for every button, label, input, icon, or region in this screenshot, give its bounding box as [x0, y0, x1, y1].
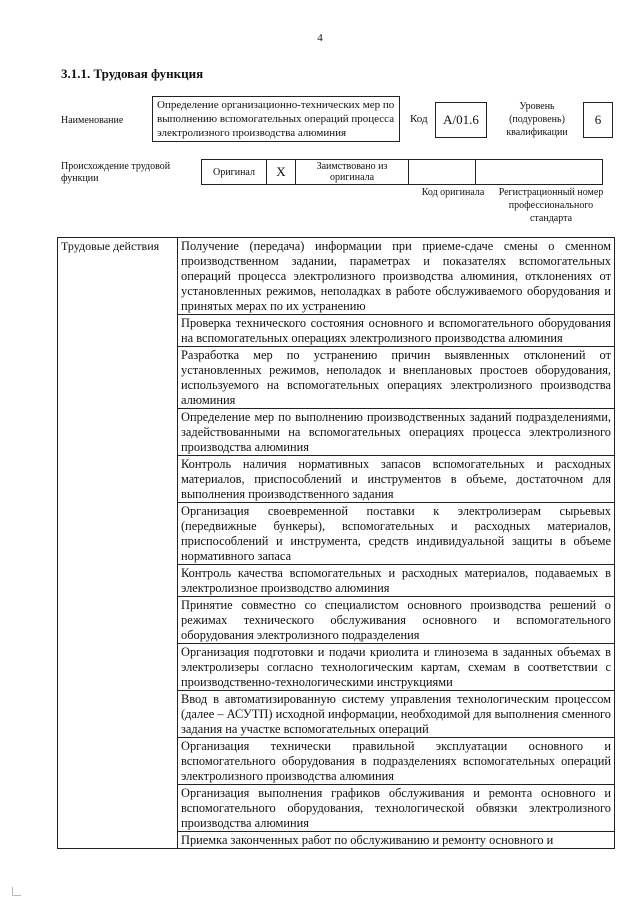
labor-actions-table	[57, 237, 615, 849]
action-item: Определение мер по выполнению производственных заданий подразделениями, задействованными на вспомогательных операциях процесса электролизного производства алюминия	[178, 409, 615, 456]
original-cell: Оригинал	[202, 160, 267, 185]
name-label: Наименование	[61, 115, 124, 126]
action-item: Проверка технического состояния основного и вспомогательного оборудования на вспомогательных операциях электролизного производства алюминия	[178, 315, 615, 347]
action-item: Организация своевременной поставки к электролизерам сырьевых (передвижные бункеры), вспомогательных и расходных материалов, приспособлений и инструмента, средств индивидуальной защиты в объеме нормативного запаса	[178, 503, 615, 565]
qualification-level-label: Уровень (подуровень) квалификации	[506, 101, 568, 138]
labor-actions-label: Трудовые действия	[58, 238, 178, 849]
function-name-box: Определение организационно-технических мер по выполнению вспомогательных операций процесса электролизного производства алюминия	[152, 96, 400, 142]
action-item: Получение (передача) информации при приеме-сдаче смены о сменном производственном задании, параметрах и показателях вспомогательных операций процесса электролизного производства алюминия, отклонениях от установленных режимов, неполадках в работе обслуживаемого оборудования и принятых мерах по их устранению	[178, 238, 615, 315]
action-item: Организация технически правильной эксплуатации основного и вспомогательного оборудования в подразделениях вспомогательных операций электролизного производства алюминия	[178, 738, 615, 785]
action-item: Организация подготовки и подачи криолита и глинозема в заданных объемах в электролизеры согласно технологическим картам, схемам в соответствии с производственно-технологическими инструкциями	[178, 644, 615, 691]
section-title: 3.1.1. Трудовая функция	[61, 66, 204, 81]
qualification-level-box: 6	[583, 102, 613, 138]
table-row	[58, 238, 615, 315]
action-item: Принятие совместно со специалистом основного производства решений о режимах технического обслуживания основного и вспомогательного оборудования электролизного подразделения	[178, 597, 615, 644]
page-number: 4	[317, 32, 323, 44]
action-item: Контроль качества вспомогательных и расходных материалов, подаваемых в электролизное производство алюминия	[178, 565, 615, 597]
original-mark-cell: X	[267, 160, 296, 185]
original-code-caption: Код оригинала	[421, 187, 485, 198]
original-code-cell	[409, 160, 476, 185]
code-label: Код	[410, 113, 428, 125]
action-item: Приемка законченных работ по обслуживанию и ремонту основного и	[178, 832, 615, 849]
origin-table	[201, 159, 603, 185]
registration-number-cell	[476, 160, 603, 185]
action-item: Ввод в автоматизированную систему управления технологическим процессом (далее – АСУТП) исходной информации, необходимой для выполнения сменного задания на участке вспомогательных операций	[178, 691, 615, 738]
borrowed-cell: Заимствовано из оригинала	[296, 160, 409, 185]
registration-number-caption: Регистрационный номер профессионального стандарта	[498, 187, 604, 224]
code-box: A/01.6	[435, 102, 487, 138]
action-item: Контроль наличия нормативных запасов вспомогательных и расходных материалов, приспособлений и инструментов в объеме, достаточном для выполнения производственного задания	[178, 456, 615, 503]
origin-label: Происхождение трудовой функции	[61, 161, 171, 184]
action-item: Разработка мер по устранению причин выявленных отклонений от установленных режимов, неполадок и внеплановых простоев оборудования, используемого на вспомогательных операциях электролизного производства алюминия	[178, 347, 615, 409]
crop-mark	[12, 887, 21, 896]
action-item: Организация выполнения графиков обслуживания и ремонта основного и вспомогательного оборудования, технологической обвязки электролизного производства алюминия	[178, 785, 615, 832]
page-bottom-edge	[0, 853, 640, 901]
